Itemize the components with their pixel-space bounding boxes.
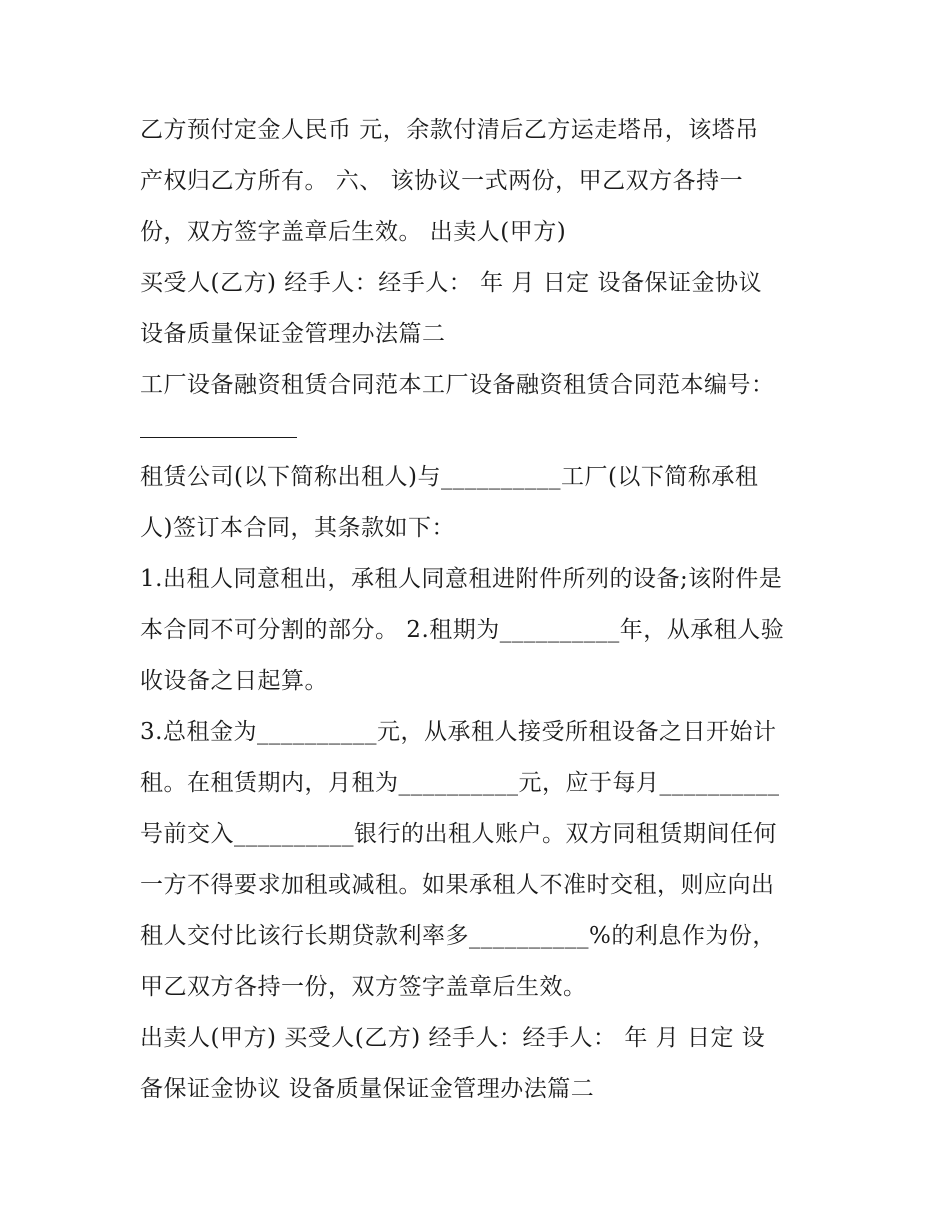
text-line: 收设备之日起算。	[140, 668, 328, 694]
text-line: 人)签订本合同，其条款如下：	[140, 515, 455, 541]
text-line: 甲乙双方各持一份，双方签字盖章后生效。	[140, 974, 587, 1000]
text-line: 份，双方签字盖章后生效。 出卖人(甲方)	[140, 219, 567, 245]
text-line: 租。在租赁期内，月租为__________元，应于每月__________	[140, 770, 780, 796]
section-heading: 设备质量保证金管理办法篇二	[140, 321, 446, 347]
text-line: 出卖人(甲方) 买受人(乙方) 经手人：经手人： 年 月 日定 设	[140, 1025, 766, 1051]
text-line: 备保证金协议 设备质量保证金管理办法篇二	[140, 1076, 595, 1102]
text-line: 1.出租人同意租出，承租人同意租进附件所列的设备;该附件是	[140, 566, 783, 592]
text-line: 一方不得要求加租或减租。如果承租人不准时交租，则应向出	[140, 872, 775, 898]
contract-number-blank	[140, 437, 297, 438]
text-line: 乙方预付定金人民币 元，余款付清后乙方运走塔吊，该塔吊	[140, 117, 759, 143]
text-line: 本合同不可分割的部分。 2.租期为__________年，从承租人验	[140, 617, 785, 643]
text-line: 3.总租金为__________元，从承租人接受所租设备之日开始计	[140, 719, 777, 745]
text-line: 租赁公司(以下简称出租人)与__________工厂(以下简称承租	[140, 464, 759, 490]
text-line: 买受人(乙方) 经手人：经手人： 年 月 日定 设备保证金协议	[140, 270, 763, 296]
text-line: 号前交入__________银行的出租人账户。双方同租赁期间任何	[140, 821, 777, 847]
text-line: 租人交付比该行长期贷款利率多__________%的利息作为份，	[140, 923, 776, 949]
text-line: 产权归乙方所有。 六、 该协议一式两份，甲乙双方各持一	[140, 168, 744, 194]
section-heading: 工厂设备融资租赁合同范本工厂设备融资租赁合同范本编号：	[140, 372, 775, 398]
